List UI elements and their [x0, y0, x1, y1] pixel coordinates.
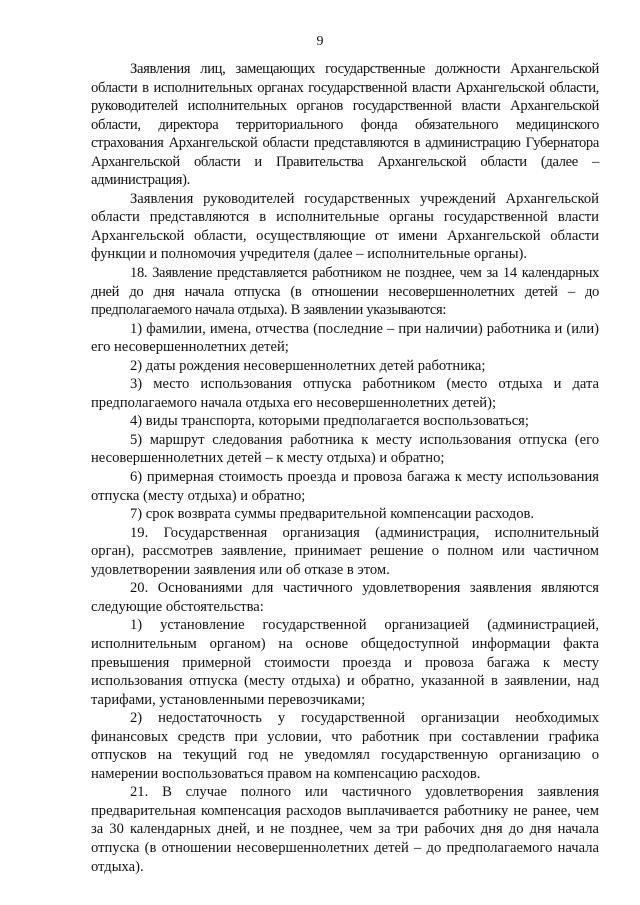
list-item-18-7: 7) срок возврата суммы предварительной компенсации расходов.: [130, 506, 535, 523]
list-item-20-1: 1) установление государственной организацией (администрацией, исполнительным органом) на основе общедоступной информации факта превышения примерной стоимости проезда и провоза багажа к месту использования отпуска (месту отдыха) и обратно, указанной в заявлении, над тарифами, установленными перевозчиками;: [91, 617, 599, 708]
list-item-18-4: 4) виды транспорта, которыми предполагается воспользоваться;: [130, 413, 529, 430]
paragraph-administration-applications: Заявления лиц, замещающих государственные должности Архангельской области в исполнительных органах государственной власти Архангельской области, руководителей исполнительных органов государственной власти Архангельской области, директора территориального фонда обязательного медицинского страхования Архангельской области представляются в администрацию Губернатора Архангельской области и Правительства Архангельской области (далее – администрация).: [91, 61, 599, 189]
list-item-18-1: 1) фамилии, имена, отчества (последние – при наличии) работника и (или) его несовершеннолетних детей;: [91, 320, 599, 356]
paragraph-institution-heads-applications: Заявления руководителей государственных учреждений Архангельской области представляются в исполнительные органы государственной власти Архангельской области, осуществляющие от имени Архангельской области функции и полномочия учредителя (далее – исполнительные органы).: [91, 190, 599, 263]
paragraph-20-partial-grounds: 20. Основаниями для частичного удовлетворения заявления являются следующие обстоятельства:: [91, 580, 599, 615]
list-item-20-2: 2) недостаточность у государственной организации необходимых финансовых средств при условии, что работник при составлении графика отпусков на текущий год не уведомлял государственную организацию о намерении воспользоваться правом на компенсацию расходов.: [91, 710, 599, 782]
paragraph-19-decision: 19. Государственная организация (администрация, исполнительный орган), рассмотрев заявление, принимает решение о полном или частичном удовлетворении заявления или об отказе в этом.: [91, 524, 599, 578]
list-item-18-5: 5) маршрут следования работника к месту использования отпуска (его несовершеннолетних детей – к месту отдыха) и обратно;: [91, 431, 599, 467]
page-number: 9: [316, 34, 324, 49]
paragraph-18-application-deadline: 18. Заявление представляется работником не позднее, чем за 14 календарных дней до дня начала отпуска (в отношении несовершеннолетних детей – до предполагаемого начала отдыха). В заявлении указываются:: [91, 265, 599, 319]
document-body: [91, 60, 599, 876]
list-item-18-2: 2) даты рождения несовершеннолетних детей работника;: [130, 357, 486, 374]
list-item-18-3: 3) место использования отпуска работником (место отдыха и дата предполагаемого начала отдыха его несовершеннолетних детей);: [91, 376, 599, 411]
list-item-18-6: 6) примерная стоимость проезда и провоза багажа к месту использования отпуска (месту отдыха) и обратно;: [91, 469, 599, 504]
paragraph-21-payment-timing: 21. В случае полного или частичного удовлетворения заявления предварительная компенсация расходов выплачивается работнику не ранее, чем за 30 календарных дней, и не позднее, чем за три рабочих дня до дня начала отпуска (в отношении несовершеннолетних детей – до предполагаемого начала отдыха).: [91, 784, 599, 875]
